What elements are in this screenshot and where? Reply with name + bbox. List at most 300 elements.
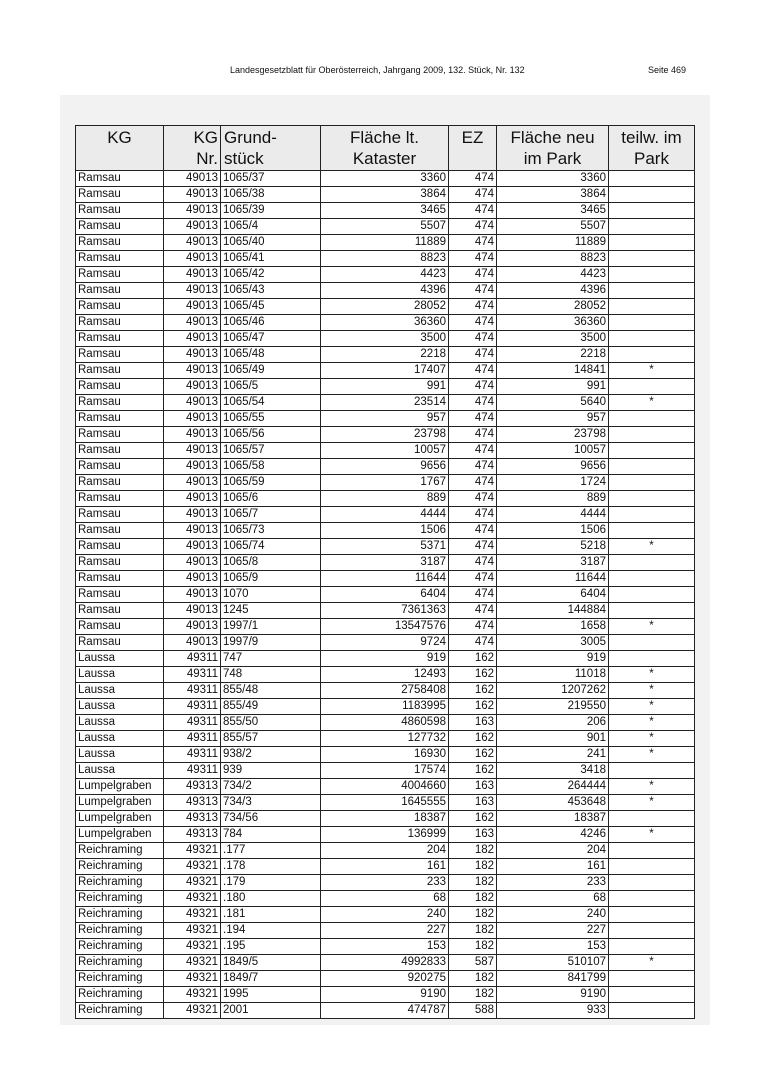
cell-flaeche-neu: 240 bbox=[497, 907, 609, 923]
cell-teilweise-im-park bbox=[609, 411, 695, 427]
cell-flaeche-kataster: 9190 bbox=[321, 987, 449, 1003]
cell-kg-nr: 49013 bbox=[164, 555, 221, 571]
cell-teilweise-im-park bbox=[609, 475, 695, 491]
table-row bbox=[76, 843, 695, 859]
cell-grundstueck: 1065/39 bbox=[221, 203, 321, 219]
cell-kg: Reichraming bbox=[76, 971, 164, 987]
cell-teilweise-im-park bbox=[609, 571, 695, 587]
table-row bbox=[76, 187, 695, 203]
table-row bbox=[76, 523, 695, 539]
table-row bbox=[76, 491, 695, 507]
cell-flaeche-neu: 901 bbox=[497, 731, 609, 747]
cell-kg: Reichraming bbox=[76, 939, 164, 955]
cell-ez: 474 bbox=[449, 283, 497, 299]
cell-kg: Ramsau bbox=[76, 523, 164, 539]
cell-flaeche-neu: 11018 bbox=[497, 667, 609, 683]
cell-flaeche-neu: 233 bbox=[497, 875, 609, 891]
cell-flaeche-neu: 6404 bbox=[497, 587, 609, 603]
cell-teilweise-im-park: * bbox=[609, 731, 695, 747]
cell-kg: Ramsau bbox=[76, 251, 164, 267]
cell-kg-nr: 49321 bbox=[164, 939, 221, 955]
cell-flaeche-kataster: 3360 bbox=[321, 171, 449, 187]
cell-ez: 474 bbox=[449, 363, 497, 379]
table-row bbox=[76, 763, 695, 779]
cell-kg: Laussa bbox=[76, 683, 164, 699]
cell-kg-nr: 49321 bbox=[164, 907, 221, 923]
cell-kg: Reichraming bbox=[76, 907, 164, 923]
cell-kg-nr: 49311 bbox=[164, 667, 221, 683]
column-header-grundstueck: Grund- stück bbox=[221, 126, 321, 171]
cell-grundstueck: 1065/4 bbox=[221, 219, 321, 235]
cell-ez: 162 bbox=[449, 747, 497, 763]
cell-flaeche-kataster: 12493 bbox=[321, 667, 449, 683]
cell-grundstueck: 1065/41 bbox=[221, 251, 321, 267]
cell-flaeche-neu: 36360 bbox=[497, 315, 609, 331]
table-row bbox=[76, 219, 695, 235]
cell-teilweise-im-park: * bbox=[609, 667, 695, 683]
cell-flaeche-kataster: 13547576 bbox=[321, 619, 449, 635]
cell-flaeche-neu: 3360 bbox=[497, 171, 609, 187]
cell-ez: 162 bbox=[449, 699, 497, 715]
cell-teilweise-im-park bbox=[609, 251, 695, 267]
cell-kg-nr: 49013 bbox=[164, 587, 221, 603]
cell-grundstueck: 1065/47 bbox=[221, 331, 321, 347]
table-row bbox=[76, 331, 695, 347]
cell-kg-nr: 49311 bbox=[164, 747, 221, 763]
cell-grundstueck: 1245 bbox=[221, 603, 321, 619]
table-row bbox=[76, 907, 695, 923]
cell-grundstueck: 1065/42 bbox=[221, 267, 321, 283]
cell-teilweise-im-park bbox=[609, 587, 695, 603]
cell-flaeche-kataster: 6404 bbox=[321, 587, 449, 603]
cell-ez: 182 bbox=[449, 923, 497, 939]
cell-flaeche-neu: 23798 bbox=[497, 427, 609, 443]
cell-kg: Ramsau bbox=[76, 219, 164, 235]
cell-kg: Ramsau bbox=[76, 555, 164, 571]
cell-ez: 474 bbox=[449, 539, 497, 555]
cell-kg: Ramsau bbox=[76, 363, 164, 379]
cell-ez: 163 bbox=[449, 715, 497, 731]
cell-ez: 474 bbox=[449, 571, 497, 587]
cell-grundstueck: .194 bbox=[221, 923, 321, 939]
cell-grundstueck: 1065/59 bbox=[221, 475, 321, 491]
cell-grundstueck: .180 bbox=[221, 891, 321, 907]
cell-ez: 474 bbox=[449, 555, 497, 571]
cell-flaeche-neu: 453648 bbox=[497, 795, 609, 811]
cell-flaeche-kataster: 153 bbox=[321, 939, 449, 955]
cell-flaeche-kataster: 9724 bbox=[321, 635, 449, 651]
cell-flaeche-neu: 3500 bbox=[497, 331, 609, 347]
cell-teilweise-im-park: * bbox=[609, 363, 695, 379]
cell-kg-nr: 49313 bbox=[164, 795, 221, 811]
cell-teilweise-im-park bbox=[609, 651, 695, 667]
cell-kg-nr: 49013 bbox=[164, 507, 221, 523]
cell-ez: 474 bbox=[449, 219, 497, 235]
cell-teilweise-im-park: * bbox=[609, 619, 695, 635]
cell-ez: 163 bbox=[449, 795, 497, 811]
cell-ez: 474 bbox=[449, 443, 497, 459]
cell-teilweise-im-park bbox=[609, 635, 695, 651]
table-row bbox=[76, 971, 695, 987]
cell-kg: Ramsau bbox=[76, 603, 164, 619]
cell-grundstueck: 1065/5 bbox=[221, 379, 321, 395]
cell-grundstueck: 855/48 bbox=[221, 683, 321, 699]
cell-ez: 182 bbox=[449, 891, 497, 907]
cell-flaeche-neu: 204 bbox=[497, 843, 609, 859]
table-row bbox=[76, 651, 695, 667]
cell-kg-nr: 49013 bbox=[164, 395, 221, 411]
cell-flaeche-neu: 5218 bbox=[497, 539, 609, 555]
cell-kg-nr: 49013 bbox=[164, 363, 221, 379]
cell-flaeche-neu: 3418 bbox=[497, 763, 609, 779]
cell-grundstueck: 1065/46 bbox=[221, 315, 321, 331]
cell-ez: 162 bbox=[449, 651, 497, 667]
cell-kg-nr: 49013 bbox=[164, 379, 221, 395]
cell-flaeche-neu: 8823 bbox=[497, 251, 609, 267]
cell-flaeche-kataster: 36360 bbox=[321, 315, 449, 331]
cell-flaeche-kataster: 1645555 bbox=[321, 795, 449, 811]
cell-kg: Reichraming bbox=[76, 859, 164, 875]
table-row bbox=[76, 779, 695, 795]
table-header-row bbox=[76, 126, 695, 171]
cell-teilweise-im-park: * bbox=[609, 795, 695, 811]
cell-kg-nr: 49013 bbox=[164, 459, 221, 475]
cell-grundstueck: 1065/45 bbox=[221, 299, 321, 315]
cell-flaeche-neu: 264444 bbox=[497, 779, 609, 795]
cell-grundstueck: 1997/9 bbox=[221, 635, 321, 651]
table-row bbox=[76, 795, 695, 811]
gazette-title: Landesgesetzblatt für Oberösterreich, Jahrgang 2009, 132. Stück, Nr. 132 bbox=[230, 65, 525, 75]
cell-flaeche-neu: 3187 bbox=[497, 555, 609, 571]
cell-teilweise-im-park bbox=[609, 491, 695, 507]
cell-flaeche-kataster: 127732 bbox=[321, 731, 449, 747]
table-row bbox=[76, 811, 695, 827]
cell-kg: Laussa bbox=[76, 763, 164, 779]
table-row bbox=[76, 731, 695, 747]
cell-kg-nr: 49013 bbox=[164, 603, 221, 619]
cell-kg: Laussa bbox=[76, 715, 164, 731]
cell-kg-nr: 49321 bbox=[164, 1003, 221, 1019]
cell-ez: 587 bbox=[449, 955, 497, 971]
cell-grundstueck: 938/2 bbox=[221, 747, 321, 763]
cell-flaeche-kataster: 2218 bbox=[321, 347, 449, 363]
cell-flaeche-kataster: 3864 bbox=[321, 187, 449, 203]
cell-flaeche-kataster: 1506 bbox=[321, 523, 449, 539]
cell-ez: 163 bbox=[449, 779, 497, 795]
cell-kg: Reichraming bbox=[76, 1003, 164, 1019]
cell-flaeche-kataster: 23514 bbox=[321, 395, 449, 411]
cell-kg-nr: 49313 bbox=[164, 779, 221, 795]
cell-flaeche-kataster: 1183995 bbox=[321, 699, 449, 715]
cell-ez: 162 bbox=[449, 683, 497, 699]
table-row bbox=[76, 379, 695, 395]
cell-flaeche-neu: 1506 bbox=[497, 523, 609, 539]
cell-teilweise-im-park bbox=[609, 235, 695, 251]
cell-flaeche-kataster: 4992833 bbox=[321, 955, 449, 971]
table-row bbox=[76, 283, 695, 299]
cell-grundstueck: 734/56 bbox=[221, 811, 321, 827]
cell-kg: Ramsau bbox=[76, 411, 164, 427]
cell-kg-nr: 49311 bbox=[164, 731, 221, 747]
cell-kg: Reichraming bbox=[76, 891, 164, 907]
cell-kg-nr: 49321 bbox=[164, 875, 221, 891]
cell-kg-nr: 49013 bbox=[164, 267, 221, 283]
table-row bbox=[76, 955, 695, 971]
cell-grundstueck: 1065/7 bbox=[221, 507, 321, 523]
cell-flaeche-neu: 1724 bbox=[497, 475, 609, 491]
cell-grundstueck: 734/2 bbox=[221, 779, 321, 795]
cell-grundstueck: 1065/43 bbox=[221, 283, 321, 299]
cell-flaeche-neu: 206 bbox=[497, 715, 609, 731]
cell-flaeche-kataster: 18387 bbox=[321, 811, 449, 827]
cell-ez: 474 bbox=[449, 523, 497, 539]
cell-kg-nr: 49013 bbox=[164, 203, 221, 219]
table-row bbox=[76, 315, 695, 331]
cell-ez: 474 bbox=[449, 475, 497, 491]
cell-kg: Ramsau bbox=[76, 571, 164, 587]
cell-grundstueck: 855/50 bbox=[221, 715, 321, 731]
cell-kg-nr: 49013 bbox=[164, 235, 221, 251]
cell-kg-nr: 49311 bbox=[164, 715, 221, 731]
column-header-ez: EZ bbox=[449, 126, 497, 171]
cell-teilweise-im-park bbox=[609, 891, 695, 907]
cell-flaeche-kataster: 4444 bbox=[321, 507, 449, 523]
cell-teilweise-im-park bbox=[609, 283, 695, 299]
cell-grundstueck: 734/3 bbox=[221, 795, 321, 811]
cell-teilweise-im-park: * bbox=[609, 779, 695, 795]
cell-kg: Ramsau bbox=[76, 475, 164, 491]
cell-flaeche-neu: 161 bbox=[497, 859, 609, 875]
cell-flaeche-kataster: 136999 bbox=[321, 827, 449, 843]
cell-ez: 474 bbox=[449, 171, 497, 187]
table-row bbox=[76, 939, 695, 955]
cell-teilweise-im-park bbox=[609, 603, 695, 619]
cell-flaeche-kataster: 4004660 bbox=[321, 779, 449, 795]
cell-flaeche-kataster: 4423 bbox=[321, 267, 449, 283]
table-row bbox=[76, 891, 695, 907]
cell-grundstueck: .181 bbox=[221, 907, 321, 923]
cell-ez: 588 bbox=[449, 1003, 497, 1019]
cell-kg: Lumpelgraben bbox=[76, 827, 164, 843]
cell-flaeche-kataster: 5371 bbox=[321, 539, 449, 555]
cell-ez: 474 bbox=[449, 203, 497, 219]
cell-kg: Lumpelgraben bbox=[76, 811, 164, 827]
table-row bbox=[76, 475, 695, 491]
cell-flaeche-kataster: 3500 bbox=[321, 331, 449, 347]
cell-kg-nr: 49311 bbox=[164, 651, 221, 667]
cell-kg: Ramsau bbox=[76, 379, 164, 395]
cell-flaeche-kataster: 233 bbox=[321, 875, 449, 891]
cell-flaeche-neu: 241 bbox=[497, 747, 609, 763]
table-row bbox=[76, 395, 695, 411]
cell-ez: 474 bbox=[449, 187, 497, 203]
cell-kg-nr: 49013 bbox=[164, 187, 221, 203]
cell-kg: Laussa bbox=[76, 731, 164, 747]
cell-flaeche-neu: 889 bbox=[497, 491, 609, 507]
table-row bbox=[76, 203, 695, 219]
cell-kg: Ramsau bbox=[76, 283, 164, 299]
cell-flaeche-neu: 5640 bbox=[497, 395, 609, 411]
cell-flaeche-kataster: 227 bbox=[321, 923, 449, 939]
cell-kg-nr: 49013 bbox=[164, 331, 221, 347]
cell-ez: 474 bbox=[449, 507, 497, 523]
column-header-kg: KG bbox=[76, 126, 164, 171]
cell-teilweise-im-park bbox=[609, 507, 695, 523]
cell-flaeche-kataster: 3187 bbox=[321, 555, 449, 571]
cell-flaeche-neu: 991 bbox=[497, 379, 609, 395]
cell-flaeche-kataster: 3465 bbox=[321, 203, 449, 219]
table-row bbox=[76, 683, 695, 699]
cell-kg: Ramsau bbox=[76, 331, 164, 347]
cell-flaeche-neu: 10057 bbox=[497, 443, 609, 459]
cell-teilweise-im-park bbox=[609, 811, 695, 827]
cell-flaeche-neu: 2218 bbox=[497, 347, 609, 363]
page-header bbox=[0, 63, 768, 77]
cell-grundstueck: 1849/5 bbox=[221, 955, 321, 971]
table-row bbox=[76, 507, 695, 523]
table-row bbox=[76, 299, 695, 315]
cell-kg-nr: 49013 bbox=[164, 491, 221, 507]
table-row bbox=[76, 235, 695, 251]
cell-kg: Ramsau bbox=[76, 395, 164, 411]
cell-grundstueck: .179 bbox=[221, 875, 321, 891]
cell-kg-nr: 49013 bbox=[164, 347, 221, 363]
cell-ez: 474 bbox=[449, 315, 497, 331]
cell-teilweise-im-park bbox=[609, 315, 695, 331]
table-row bbox=[76, 635, 695, 651]
cell-flaeche-neu: 4396 bbox=[497, 283, 609, 299]
cell-grundstueck: 1065/57 bbox=[221, 443, 321, 459]
table-row bbox=[76, 571, 695, 587]
cell-grundstueck: 1065/37 bbox=[221, 171, 321, 187]
cell-flaeche-kataster: 11889 bbox=[321, 235, 449, 251]
cell-kg-nr: 49321 bbox=[164, 891, 221, 907]
cell-ez: 474 bbox=[449, 379, 497, 395]
table-row bbox=[76, 859, 695, 875]
cell-ez: 474 bbox=[449, 635, 497, 651]
cell-kg: Reichraming bbox=[76, 955, 164, 971]
cell-teilweise-im-park bbox=[609, 907, 695, 923]
cell-teilweise-im-park: * bbox=[609, 715, 695, 731]
table-row bbox=[76, 411, 695, 427]
cell-kg: Reichraming bbox=[76, 923, 164, 939]
cell-teilweise-im-park bbox=[609, 843, 695, 859]
cell-grundstueck: 1065/6 bbox=[221, 491, 321, 507]
cell-grundstueck: 1065/38 bbox=[221, 187, 321, 203]
table-row bbox=[76, 619, 695, 635]
cell-flaeche-neu: 4246 bbox=[497, 827, 609, 843]
cell-ez: 474 bbox=[449, 411, 497, 427]
cell-flaeche-kataster: 4396 bbox=[321, 283, 449, 299]
table-row bbox=[76, 923, 695, 939]
cell-flaeche-neu: 11889 bbox=[497, 235, 609, 251]
cell-grundstueck: 1065/54 bbox=[221, 395, 321, 411]
cell-grundstueck: 1065/56 bbox=[221, 427, 321, 443]
cell-kg-nr: 49013 bbox=[164, 411, 221, 427]
cell-flaeche-neu: 4444 bbox=[497, 507, 609, 523]
cell-flaeche-neu: 11644 bbox=[497, 571, 609, 587]
cell-ez: 474 bbox=[449, 395, 497, 411]
cell-kg: Ramsau bbox=[76, 427, 164, 443]
cell-ez: 182 bbox=[449, 971, 497, 987]
cell-flaeche-kataster: 920275 bbox=[321, 971, 449, 987]
cell-kg-nr: 49311 bbox=[164, 683, 221, 699]
cell-teilweise-im-park bbox=[609, 203, 695, 219]
cell-ez: 163 bbox=[449, 827, 497, 843]
cell-kg: Ramsau bbox=[76, 267, 164, 283]
cell-flaeche-kataster: 11644 bbox=[321, 571, 449, 587]
cell-grundstueck: 1065/8 bbox=[221, 555, 321, 571]
cell-kg-nr: 49321 bbox=[164, 971, 221, 987]
cell-ez: 474 bbox=[449, 587, 497, 603]
cell-kg-nr: 49013 bbox=[164, 523, 221, 539]
cell-grundstueck: 747 bbox=[221, 651, 321, 667]
cell-kg: Reichraming bbox=[76, 987, 164, 1003]
cell-kg: Laussa bbox=[76, 747, 164, 763]
cell-kg-nr: 49013 bbox=[164, 619, 221, 635]
cell-ez: 182 bbox=[449, 843, 497, 859]
cell-kg-nr: 49311 bbox=[164, 763, 221, 779]
cell-teilweise-im-park bbox=[609, 987, 695, 1003]
table-row bbox=[76, 587, 695, 603]
cell-grundstueck: 1995 bbox=[221, 987, 321, 1003]
cell-kg: Lumpelgraben bbox=[76, 779, 164, 795]
cell-grundstueck: 939 bbox=[221, 763, 321, 779]
cell-flaeche-neu: 1207262 bbox=[497, 683, 609, 699]
cell-kg-nr: 49321 bbox=[164, 859, 221, 875]
cell-grundstueck: 1065/55 bbox=[221, 411, 321, 427]
cell-flaeche-neu: 9656 bbox=[497, 459, 609, 475]
cell-grundstueck: 1997/1 bbox=[221, 619, 321, 635]
cell-teilweise-im-park bbox=[609, 267, 695, 283]
cell-flaeche-kataster: 1767 bbox=[321, 475, 449, 491]
cell-teilweise-im-park bbox=[609, 939, 695, 955]
cell-teilweise-im-park: * bbox=[609, 827, 695, 843]
cell-kg: Reichraming bbox=[76, 875, 164, 891]
parcel-table bbox=[75, 125, 695, 1019]
column-header-teilweise-im-park: teilw. im Park bbox=[609, 126, 695, 171]
cell-flaeche-kataster: 161 bbox=[321, 859, 449, 875]
cell-flaeche-kataster: 68 bbox=[321, 891, 449, 907]
cell-kg: Ramsau bbox=[76, 203, 164, 219]
cell-grundstueck: 855/57 bbox=[221, 731, 321, 747]
cell-teilweise-im-park bbox=[609, 443, 695, 459]
cell-kg-nr: 49013 bbox=[164, 251, 221, 267]
cell-kg-nr: 49321 bbox=[164, 955, 221, 971]
cell-ez: 182 bbox=[449, 859, 497, 875]
cell-teilweise-im-park: * bbox=[609, 955, 695, 971]
cell-teilweise-im-park bbox=[609, 971, 695, 987]
cell-ez: 474 bbox=[449, 331, 497, 347]
cell-teilweise-im-park bbox=[609, 763, 695, 779]
cell-kg-nr: 49013 bbox=[164, 475, 221, 491]
cell-kg-nr: 49013 bbox=[164, 299, 221, 315]
cell-kg: Laussa bbox=[76, 667, 164, 683]
table-row bbox=[76, 459, 695, 475]
cell-kg: Ramsau bbox=[76, 459, 164, 475]
cell-grundstueck: 1065/48 bbox=[221, 347, 321, 363]
cell-flaeche-neu: 3465 bbox=[497, 203, 609, 219]
cell-grundstueck: 1070 bbox=[221, 587, 321, 603]
table-row bbox=[76, 603, 695, 619]
cell-teilweise-im-park bbox=[609, 923, 695, 939]
cell-teilweise-im-park bbox=[609, 171, 695, 187]
cell-kg: Ramsau bbox=[76, 187, 164, 203]
cell-grundstueck: 1065/58 bbox=[221, 459, 321, 475]
cell-grundstueck: .177 bbox=[221, 843, 321, 859]
cell-teilweise-im-park: * bbox=[609, 747, 695, 763]
table-row bbox=[76, 1003, 695, 1019]
